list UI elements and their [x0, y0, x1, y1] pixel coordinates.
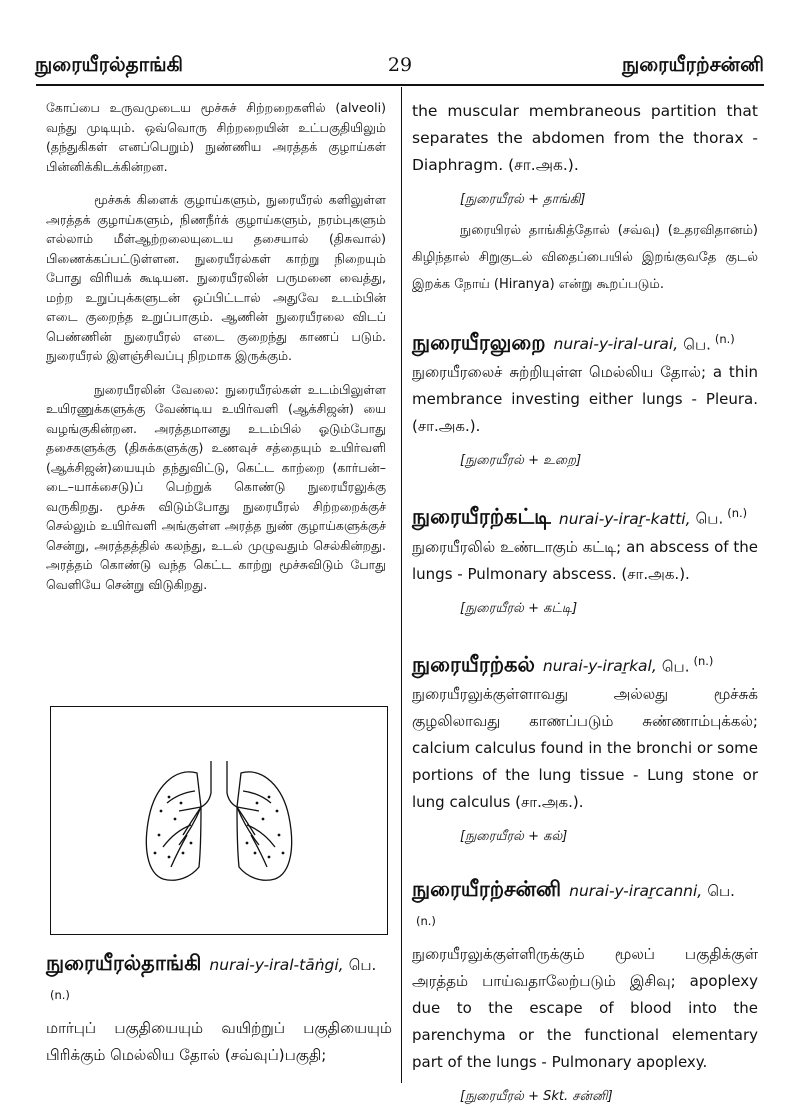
entry-nuraiyiral-urai [412, 324, 758, 472]
entry-transliteration: nurai-y-iral-urai, [553, 335, 679, 354]
paragraph-lung-structure: மூச்சுக் கிளைக் குழாய்களும், நுரையீரல் களிலுள்ள அரத்தக் குழாய்களும், நிணநீர்க் குழாய்களும், நரம்புகளும் எல்லாம் மீள்ஆற்றலையுடைய தசையால் (திசுவால்) பிணைக்கப்பட்டுள்ளன. நுரையீரல்கள் காற்று நிறையும் போது விரியக் கூடியன. நுரையீரலின் பருமனை வைத்து, மற்ற உறுப்புக்களுடன் ஒப்பிட்டால் அதுவே உடம்பின் எடை குறைந்த உறுப்பாகும். ஆணின் நுரையீரலை விடப் பெண்ணின் நுரையீரல் எடை குறைந்து காணப் படும். நுரையீரல் இளஞ்சிவப்பு நிறமாக இருக்கும். [46, 192, 386, 363]
entry-pos: பெ. [707, 881, 735, 900]
entry-etymology: [நுரையீரல் + கல்] [460, 828, 568, 844]
entry-headword: நுரையீரற்சன்னி [412, 876, 562, 901]
entry-headword: நுரையீரல்தாங்கி [46, 951, 202, 975]
entry-definition-tamil: நுரையீரலுக்குள்ளாவது அல்லது மூச்சுக் குழலிலாவது காணப்படும் சுண்ணாம்புக்கல்; [412, 684, 758, 730]
header-left-guide-word: நுரையீரல்தாங்கி [35, 52, 184, 76]
entry-definition-tamil: நுரையீரலில் உண்டாகும் கட்டி; [412, 537, 622, 556]
entry-headword: நுரையீரலுறை [412, 330, 546, 355]
left-column [46, 98, 386, 608]
lungs-illustration-icon [51, 707, 387, 934]
header-rule [36, 84, 764, 86]
entry-pos: பெ. [695, 509, 724, 528]
entry-pos: பெ. [661, 656, 690, 675]
entry-etymology: [நுரையீரல் + உறை] [460, 453, 582, 469]
entry-definition-english: the muscular membraneous partition that separates the abdomen from the thorax - Diaphragm. (சா.அக.). [412, 102, 758, 174]
entry-definition-english: calcium calculus found in the bronchi or some portions of the lung tissue - Lung stone or lung calculus (சா.அக.). [412, 738, 758, 811]
entry-transliteration: nurai-y-iraṟcanni, [569, 881, 703, 900]
entry-transliteration: nurai-y-iral-tāṅgi, [209, 956, 344, 974]
page-header [0, 0, 800, 90]
header-right-guide-word: நுரையீரற்சன்னி [621, 52, 764, 76]
entry-gram: (n.) [727, 506, 748, 521]
entry-definition-tamil: நுரையீரலைச் சுற்றியுள்ள மெல்லிய தோல்; [412, 363, 706, 382]
lungs-illustration-frame [50, 706, 388, 935]
entry-pos: பெ. [683, 335, 711, 354]
entry-transliteration: nurai-y-iraṟ-katti, [558, 509, 691, 528]
entry-usage-note: நுரையிரல் தாங்கித்தோல் (சவ்வு) (உதரவிதானம்) கிழிந்தால் சிறுகுடல் விதைப்பையில் இறங்குவதே குடல் இறக்க நோய் (Hiranya) என்று கூறப்படும். [412, 223, 758, 292]
entry-nuraiyirar-kal [412, 646, 758, 848]
entry-definition-english: a thin membrance investing either lungs - Pleura. (சா.அக.). [412, 363, 758, 436]
paragraph-alveoli: கோப்பை உருவமுடைய மூச்சுச் சிற்றறைகளில் (alveoli) வந்து முடியும். ஒவ்வொரு சிற்றறையின் உட்பகுதியிலும் (தந்துகிகள் எனப்பெறும்) நுண்ணிய அரத்தக் குழாய்கள் பின்னிக்கிடக்கின்றன. [46, 100, 386, 174]
entry-nuraiyirar-canni [412, 874, 758, 1108]
column-divider [401, 87, 402, 1083]
entry-transliteration: nurai-y-iraṟkal, [542, 656, 657, 675]
entry-nuraiyirar-katti [412, 498, 758, 619]
entry-gram: (n.) [693, 653, 714, 668]
entry-nuraiyiral-tangi-continued [412, 98, 758, 298]
entry-etymology: [நுரையீரல் + Skt. சன்னி] [460, 1089, 613, 1105]
entry-etymology: [நுரையீரல் + தாங்கி] [460, 192, 586, 207]
entry-pos: பெ. [348, 956, 377, 974]
entry-headword: நுரையீரற்கட்டி [412, 504, 551, 529]
page-number: 29 [387, 54, 413, 76]
paragraph-lung-function: நுரையீரலின் வேலை: நுரையீரல்கள் உடம்பிலுள்ள உயிரணுக்களுக்கு வேண்டிய உயிர்வளி (ஆக்சிஜன்) யை வழங்குகின்றன. அரத்தமானது உடம்பில் ஓடும்போது தசைகளுக்கு (திசுக்களுக்கு) உணவுச் சத்தையும் உயிர்வளி (ஆக்சிஜன்)யையும் தந்துவிட்டு, கெட்ட காற்றை (கார்பன்–டை–யாக்சைடு)ப் பெற்றுக் கொண்டு நுரையீரலுக்கு வருகிறது. மூச்சு விடும்போது நுரையீரல் சிற்றறைக்குச் செல்லும் உயிர்வளி அங்குள்ள அரத்த நுண் குழாய்களுக்குச் சென்று, அரத்தத்தில் கலந்து, உடல் முழுவதும் செல்கின்றது. அரத்தம் கொண்டு வந்த கெட்ட காற்று மூச்சுவிடும் போது வெளியே சென்று விடுகிறது. [46, 381, 386, 592]
entry-gram: (n.) [50, 988, 70, 1002]
entry-definition-tamil: மார்புப் பகுதியையும் வயிற்றுப் பகுதியையும் பிரிக்கும் மெல்லிய தோல் (சவ்வுப்)பகுதி; [46, 1019, 392, 1065]
entry-gram: (n.) [714, 332, 735, 346]
entry-definition-english: apoplexy due to the escape of blood into the parenchyma or the functional elementary part of the lungs - Pulmonary apoplexy. [412, 972, 758, 1072]
right-column [412, 98, 758, 1108]
entry-definition-tamil: நுரையீரலுக்குள்ளிருக்கும் மூலப் பகுதிக்குள் அரத்தம் பாய்வதாலேற்படும் இசிவு; [412, 945, 758, 991]
entry-headword: நுரையீரற்கல் [412, 651, 535, 676]
entry-gram: (n.) [416, 913, 436, 928]
entry-nuraiyiral-tangi [46, 948, 392, 1069]
entry-definition-english: an abscess of the lungs - Pulmonary abscess. (சா.அக.). [412, 537, 758, 583]
entry-etymology: [நுரையீரல் + கட்டி] [460, 600, 578, 616]
